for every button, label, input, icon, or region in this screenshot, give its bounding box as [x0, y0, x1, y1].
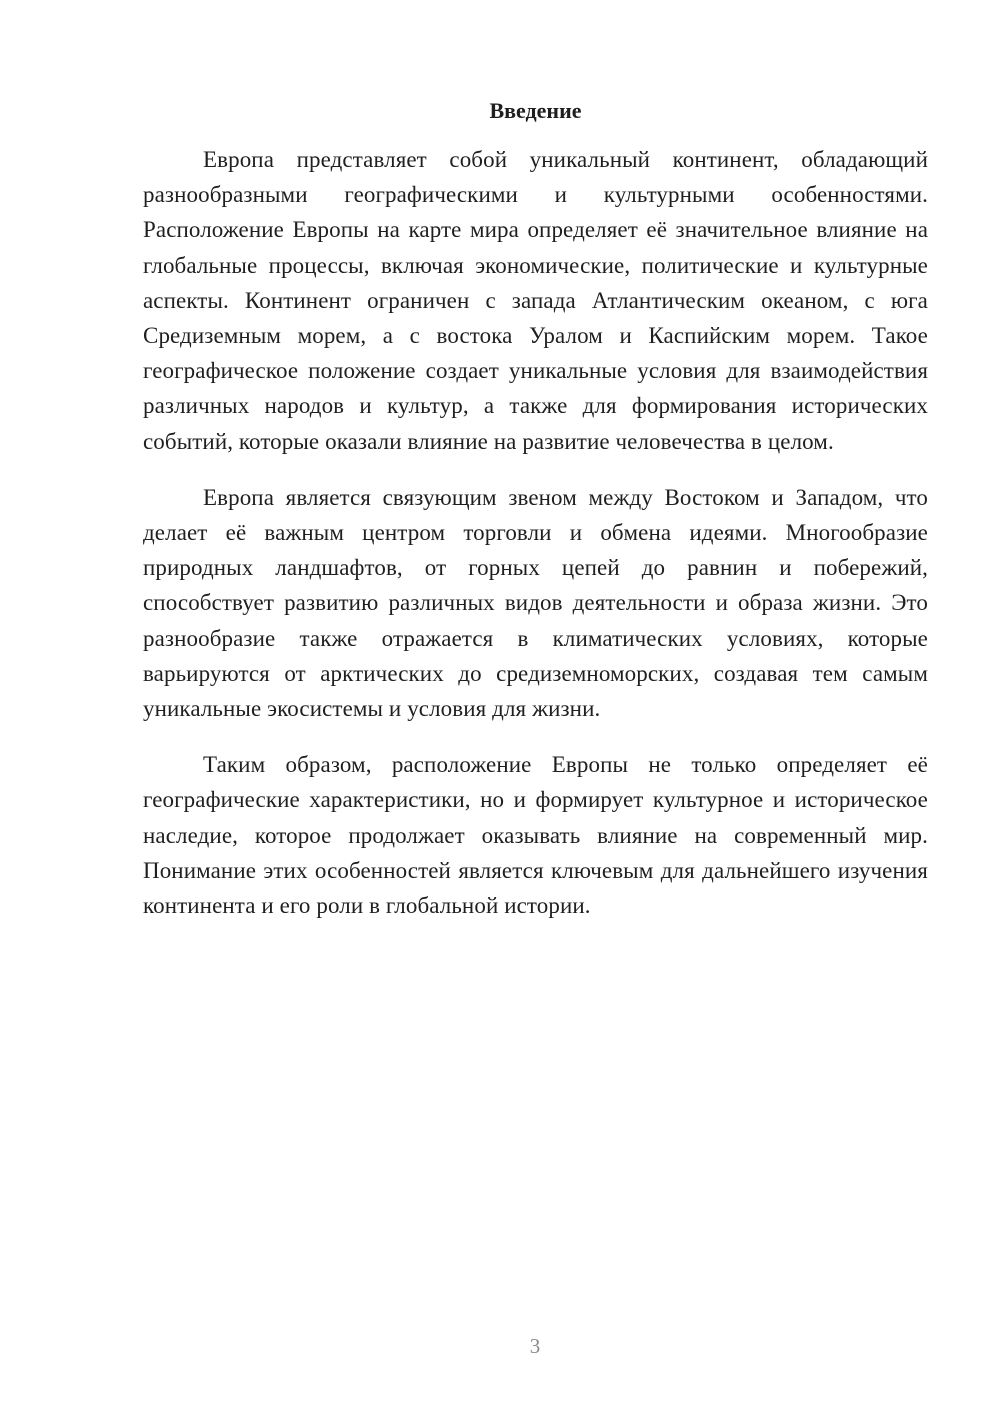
section-heading: Введение	[489, 98, 582, 123]
body-text	[143, 142, 928, 923]
page-number: 3	[529, 1334, 541, 1358]
paragraph-2: Европа является связующим звеном между Востоком и Западом, что делает её важным центром торговли и обмена идеями. Многообразие природных ландшафтов, от горных цепей до равнин и побережий, способствует развитию различных видов деятельности и образа жизни. Это разнообразие также отражается в климатических условиях, которые варьируются от арктических до средиземноморских, создавая тем самым уникальные экосистемы и условия для жизни.	[143, 484, 928, 722]
paragraph-3: Таким образом, расположение Европы не только определяет её географические характеристики, но и формирует культурное и историческое наследие, которое продолжает оказывать влияние на современный мир. Понимание этих особенностей является ключевым для дальнейшего изучения континента и его роли в глобальной истории.	[143, 752, 928, 919]
paragraph-1: Европа представляет собой уникальный континент, обладающий разнообразными географическими и культурными особенностями. Расположение Европы на карте мира определяет её значительное влияние на глобальные процессы, включая экономические, политические и культурные аспекты. Континент ограничен с запада Атлантическим океаном, с юга Средиземным морем, а с востока Уралом и Каспийским морем. Такое географическое положение создает уникальные условия для взаимодействия различных народов и культур, а также для формирования исторических событий, которые оказали влияние на развитие человечества в целом.	[143, 147, 928, 454]
